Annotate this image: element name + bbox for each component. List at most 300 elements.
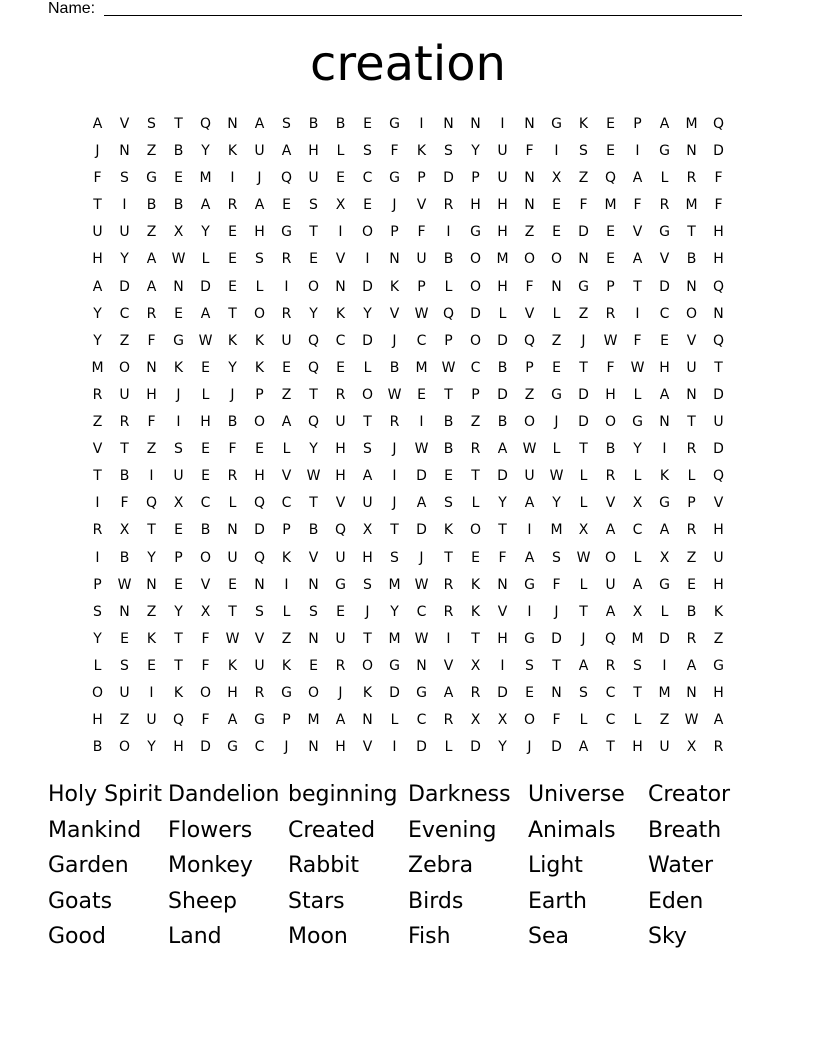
grid-letter: X	[470, 657, 481, 674]
grid-letter: P	[174, 549, 183, 566]
grid-letter: Z	[524, 386, 535, 403]
grid-letter: Y	[228, 359, 237, 376]
word-list-item: Monkey	[168, 853, 253, 879]
grid-letter: R	[92, 386, 103, 403]
grid-letter: V	[335, 251, 346, 268]
grid-letter: R	[686, 522, 697, 539]
grid-letter: K	[227, 143, 238, 160]
grid-letter: G	[173, 332, 184, 349]
grid-letter: G	[281, 224, 292, 241]
grid-letter: E	[147, 657, 156, 674]
grid-letter: D	[362, 332, 373, 349]
grid-letter: Q	[604, 170, 617, 187]
grid-letter: J	[392, 197, 397, 214]
grid-letter: A	[686, 657, 697, 674]
grid-letter: T	[579, 603, 588, 620]
grid-letter: J	[284, 739, 289, 756]
grid-letter: E	[660, 332, 669, 349]
grid-letter: A	[659, 116, 670, 132]
grid-letter: W	[117, 576, 132, 593]
grid-letter: N	[497, 576, 508, 593]
grid-letter: L	[255, 278, 264, 295]
grid-letter: A	[497, 441, 508, 458]
grid-letter: B	[308, 522, 319, 539]
grid-letter: M	[550, 522, 563, 539]
grid-letter: L	[660, 603, 669, 620]
grid-letter: R	[146, 305, 157, 322]
grid-letter: N	[119, 603, 130, 620]
grid-letter: T	[120, 441, 129, 458]
grid-letter: K	[173, 684, 184, 701]
grid-letter: I	[500, 116, 505, 132]
grid-letter: O	[469, 522, 482, 539]
grid-letter: D	[551, 739, 562, 756]
grid-letter: C	[470, 359, 481, 376]
grid-letter: O	[604, 549, 617, 566]
word-list-item: Land	[168, 924, 222, 950]
grid-letter: H	[713, 522, 724, 539]
grid-letter: W	[630, 359, 645, 376]
grid-letter: I	[662, 657, 667, 674]
grid-letter: X	[632, 603, 643, 620]
grid-letter: N	[686, 386, 697, 403]
grid-letter: K	[470, 576, 481, 593]
grid-letter: U	[254, 143, 265, 160]
grid-letter: G	[659, 576, 670, 593]
grid-letter: R	[686, 441, 697, 458]
grid-letter: P	[282, 522, 291, 539]
grid-letter: N	[389, 251, 400, 268]
grid-letter: F	[498, 549, 507, 566]
grid-letter: T	[174, 657, 183, 674]
grid-letter: J	[392, 441, 397, 458]
grid-letter: A	[254, 197, 265, 214]
grid-letter: V	[632, 224, 643, 241]
grid-letter: T	[633, 684, 642, 701]
grid-letter: O	[469, 278, 482, 295]
grid-letter: I	[95, 549, 100, 566]
grid-letter: H	[497, 197, 508, 214]
grid-letter: E	[552, 197, 561, 214]
grid-letter: R	[281, 305, 292, 322]
word-list-item: Universe	[528, 782, 625, 807]
grid-letter: T	[687, 414, 696, 431]
grid-letter: T	[390, 522, 399, 539]
grid-letter: K	[443, 522, 454, 539]
grid-letter: Q	[712, 116, 725, 132]
grid-letter: S	[120, 170, 129, 187]
grid-letter: Y	[147, 739, 156, 756]
grid-letter: W	[414, 305, 429, 322]
grid-letter: Y	[309, 441, 318, 458]
name-underline[interactable]	[104, 15, 742, 16]
grid-letter: Z	[551, 332, 562, 349]
grid-letter: Y	[633, 441, 642, 458]
grid-letter: V	[254, 630, 265, 647]
grid-letter: H	[497, 224, 508, 241]
grid-letter: S	[309, 603, 318, 620]
grid-letter: H	[713, 576, 724, 593]
grid-letter: O	[253, 414, 266, 431]
grid-letter: R	[713, 739, 724, 756]
grid-letter: G	[551, 386, 562, 403]
grid-letter: U	[119, 386, 130, 403]
name-field[interactable]	[48, 0, 748, 18]
grid-letter: N	[308, 630, 319, 647]
word-list-item: Fish	[408, 924, 451, 950]
grid-letter: E	[282, 359, 291, 376]
grid-letter: E	[282, 197, 291, 214]
grid-letter: L	[687, 468, 696, 485]
grid-letter: R	[686, 170, 697, 187]
grid-letter: E	[174, 305, 183, 322]
grid-letter: G	[470, 224, 481, 241]
grid-letter: U	[713, 414, 724, 431]
grid-letter: L	[552, 441, 561, 458]
grid-letter: J	[527, 739, 532, 756]
grid-letter: O	[199, 549, 212, 566]
grid-letter: T	[444, 386, 453, 403]
grid-letter: Q	[334, 522, 347, 539]
grid-letter: K	[146, 630, 157, 647]
grid-letter: A	[281, 414, 292, 431]
grid-letter: C	[362, 170, 373, 187]
grid-letter: K	[254, 332, 265, 349]
grid-letter: I	[500, 657, 505, 674]
grid-letter: K	[659, 468, 670, 485]
grid-letter: T	[174, 630, 183, 647]
grid-letter: Q	[172, 712, 185, 729]
grid-letter: V	[389, 305, 400, 322]
grid-letter: Q	[307, 332, 320, 349]
word-list	[48, 777, 768, 955]
grid-letter: L	[336, 143, 345, 160]
grid-letter: R	[443, 603, 454, 620]
grid-letter: R	[443, 576, 454, 593]
grid-letter: A	[92, 278, 103, 295]
grid-letter: T	[363, 414, 372, 431]
grid-letter: Y	[552, 495, 561, 512]
grid-letter: J	[581, 332, 586, 349]
grid-letter: Z	[659, 712, 670, 729]
grid-letter: O	[361, 224, 374, 241]
grid-letter: E	[228, 251, 237, 268]
grid-letter: C	[281, 495, 292, 512]
grid-letter: T	[579, 359, 588, 376]
grid-letter: V	[416, 197, 427, 214]
grid-letter: U	[146, 712, 157, 729]
grid-letter: X	[632, 495, 643, 512]
grid-letter: E	[687, 576, 696, 593]
grid-letter: H	[335, 441, 346, 458]
grid-letter: T	[309, 386, 318, 403]
grid-letter: Q	[604, 630, 617, 647]
grid-letter: X	[497, 712, 508, 729]
grid-letter: D	[119, 278, 130, 295]
grid-letter: J	[365, 603, 370, 620]
grid-letter: D	[578, 414, 589, 431]
grid-letter: C	[416, 332, 427, 349]
grid-letter: S	[525, 657, 534, 674]
grid-letter: H	[605, 386, 616, 403]
grid-letter: S	[282, 116, 291, 132]
grid-letter: K	[227, 332, 238, 349]
grid-letter: U	[335, 549, 346, 566]
grid-letter: R	[686, 630, 697, 647]
grid-letter: X	[119, 522, 130, 539]
grid-letter: D	[497, 684, 508, 701]
grid-letter: S	[579, 143, 588, 160]
grid-letter: A	[200, 197, 211, 214]
grid-letter: W	[306, 468, 321, 485]
grid-letter: Q	[253, 495, 266, 512]
grid-letter: U	[713, 549, 724, 566]
grid-letter: D	[659, 278, 670, 295]
grid-letter: R	[470, 441, 481, 458]
grid-letter: S	[552, 549, 561, 566]
grid-letter: Y	[498, 739, 507, 756]
grid-letter: K	[578, 116, 589, 132]
grid-letter: E	[309, 251, 318, 268]
grid-letter: Y	[363, 305, 372, 322]
grid-letter: B	[173, 197, 184, 214]
grid-letter: X	[659, 549, 670, 566]
grid-letter: V	[119, 116, 130, 132]
grid-letter: Y	[93, 332, 102, 349]
grid-letter: Y	[93, 305, 102, 322]
grid-letter: I	[446, 630, 451, 647]
grid-letter: T	[93, 468, 102, 485]
grid-letter: C	[605, 712, 616, 729]
word-list-item: Darkness	[408, 782, 511, 807]
grid-letter: M	[496, 251, 509, 268]
grid-letter: M	[91, 359, 104, 376]
grid-letter: B	[443, 414, 454, 431]
grid-letter: X	[686, 739, 697, 756]
grid-letter: N	[254, 576, 265, 593]
grid-letter: Z	[524, 224, 535, 241]
grid-letter: W	[414, 441, 429, 458]
grid-letter: H	[227, 684, 238, 701]
grid-letter: Y	[201, 143, 210, 160]
word-list-item: Created	[288, 817, 376, 843]
grid-letter: F	[552, 576, 561, 593]
grid-letter: E	[201, 468, 210, 485]
grid-letter: A	[632, 251, 643, 268]
grid-letter: N	[686, 278, 697, 295]
grid-letter: E	[174, 522, 183, 539]
grid-letter: U	[308, 170, 319, 187]
grid-letter: R	[119, 414, 130, 431]
grid-letter: L	[471, 495, 480, 512]
grid-letter: U	[362, 495, 373, 512]
word-list-item: Mankind	[48, 817, 142, 843]
grid-letter: F	[714, 170, 723, 187]
grid-letter: Y	[201, 224, 210, 241]
grid-letter: O	[469, 251, 482, 268]
word-list-item: Dandelion	[168, 782, 280, 807]
grid-letter: A	[578, 739, 589, 756]
grid-letter: Y	[471, 143, 480, 160]
grid-letter: L	[498, 305, 507, 322]
grid-letter: D	[254, 522, 265, 539]
grid-letter: J	[230, 386, 235, 403]
grid-letter: D	[200, 739, 211, 756]
grid-letter: G	[551, 116, 562, 132]
grid-letter: L	[579, 712, 588, 729]
grid-letter: D	[713, 441, 724, 458]
grid-letter: X	[578, 522, 589, 539]
grid-letter: C	[416, 712, 427, 729]
grid-letter: N	[308, 576, 319, 593]
grid-letter: X	[335, 197, 346, 214]
grid-letter: R	[605, 468, 616, 485]
grid-letter: E	[201, 359, 210, 376]
grid-letter: R	[470, 684, 481, 701]
grid-letter: K	[470, 603, 481, 620]
grid-letter: E	[552, 359, 561, 376]
grid-letter: E	[120, 630, 129, 647]
grid-letter: B	[200, 522, 211, 539]
word-list-item: Earth	[528, 888, 587, 914]
grid-letter: K	[281, 657, 292, 674]
grid-letter: B	[686, 251, 697, 268]
grid-letter: Z	[119, 712, 130, 729]
grid-letter: F	[525, 143, 534, 160]
grid-letter: W	[684, 712, 699, 729]
grid-letter: B	[605, 441, 616, 458]
grid-letter: T	[309, 224, 318, 241]
grid-letter: I	[95, 495, 100, 512]
grid-letter: D	[497, 386, 508, 403]
grid-letter: L	[363, 359, 372, 376]
grid-letter: E	[606, 251, 615, 268]
grid-letter: Z	[470, 414, 481, 431]
grid-letter: A	[713, 712, 724, 729]
grid-letter: U	[497, 170, 508, 187]
grid-letter: Q	[145, 495, 158, 512]
grid-letter: L	[579, 468, 588, 485]
grid-letter: N	[416, 657, 427, 674]
grid-letter: N	[173, 278, 184, 295]
grid-letter: E	[363, 116, 372, 132]
grid-letter: I	[635, 305, 640, 322]
grid-letter: V	[686, 332, 697, 349]
grid-letter: E	[228, 576, 237, 593]
grid-letter: U	[659, 739, 670, 756]
grid-letter: G	[389, 116, 400, 132]
word-list-item: Garden	[48, 853, 129, 879]
grid-letter: O	[199, 684, 212, 701]
grid-letter: G	[146, 170, 157, 187]
grid-letter: K	[227, 657, 238, 674]
grid-letter: E	[444, 468, 453, 485]
grid-letter: T	[174, 116, 183, 132]
grid-letter: W	[414, 576, 429, 593]
word-list-item: beginning	[288, 782, 398, 807]
grid-letter: P	[255, 386, 264, 403]
word-list-item: Evening	[408, 817, 497, 843]
grid-letter: N	[551, 278, 562, 295]
grid-letter: V	[281, 468, 292, 485]
grid-letter: L	[633, 549, 642, 566]
grid-letter: R	[389, 414, 400, 431]
grid-letter: Q	[280, 170, 293, 187]
grid-letter: O	[307, 684, 320, 701]
grid-letter: K	[713, 603, 724, 620]
grid-letter: D	[713, 143, 724, 160]
grid-letter: L	[390, 712, 399, 729]
grid-letter: F	[633, 332, 642, 349]
grid-letter: D	[551, 630, 562, 647]
grid-letter: I	[662, 441, 667, 458]
grid-letter: X	[551, 170, 562, 187]
grid-letter: B	[686, 603, 697, 620]
grid-letter: V	[659, 251, 670, 268]
grid-letter: V	[200, 576, 211, 593]
grid-letter: D	[416, 739, 427, 756]
grid-letter: G	[389, 170, 400, 187]
grid-letter: N	[659, 414, 670, 431]
grid-letter: U	[605, 576, 616, 593]
grid-letter: H	[254, 468, 265, 485]
grid-letter: A	[227, 712, 238, 729]
grid-letter: O	[604, 414, 617, 431]
grid-letter: O	[253, 305, 266, 322]
grid-letter: U	[254, 657, 265, 674]
grid-letter: Y	[147, 549, 156, 566]
grid-letter: X	[173, 495, 184, 512]
grid-letter: P	[93, 576, 102, 593]
grid-letter: O	[523, 712, 536, 729]
page-title: creation	[310, 36, 506, 92]
grid-letter: T	[714, 359, 723, 376]
grid-letter: L	[579, 576, 588, 593]
grid-letter: R	[227, 197, 238, 214]
grid-letter: A	[443, 684, 454, 701]
grid-letter: Z	[146, 603, 157, 620]
grid-letter: S	[579, 684, 588, 701]
grid-letter: A	[632, 576, 643, 593]
grid-letter: U	[416, 251, 427, 268]
grid-letter: F	[201, 712, 210, 729]
grid-letter: L	[444, 278, 453, 295]
grid-letter: E	[363, 197, 372, 214]
grid-letter: R	[335, 386, 346, 403]
grid-letter: J	[554, 414, 559, 431]
grid-letter: N	[335, 278, 346, 295]
grid-letter: C	[119, 305, 130, 322]
grid-letter: J	[95, 143, 100, 160]
grid-letter: A	[605, 603, 616, 620]
grid-letter: N	[524, 197, 535, 214]
grid-letter: U	[119, 224, 130, 241]
grid-letter: A	[524, 549, 535, 566]
grid-letter: G	[254, 712, 265, 729]
grid-letter: F	[714, 197, 723, 214]
grid-letter: S	[390, 549, 399, 566]
grid-letter: D	[497, 468, 508, 485]
grid-letter: P	[471, 386, 480, 403]
grid-letter: I	[635, 143, 640, 160]
grid-letter: E	[417, 386, 426, 403]
grid-letter: B	[227, 414, 238, 431]
grid-letter: S	[363, 576, 372, 593]
grid-letter: S	[93, 603, 102, 620]
grid-letter: S	[255, 603, 264, 620]
grid-letter: N	[578, 251, 589, 268]
grid-letter: D	[659, 630, 670, 647]
